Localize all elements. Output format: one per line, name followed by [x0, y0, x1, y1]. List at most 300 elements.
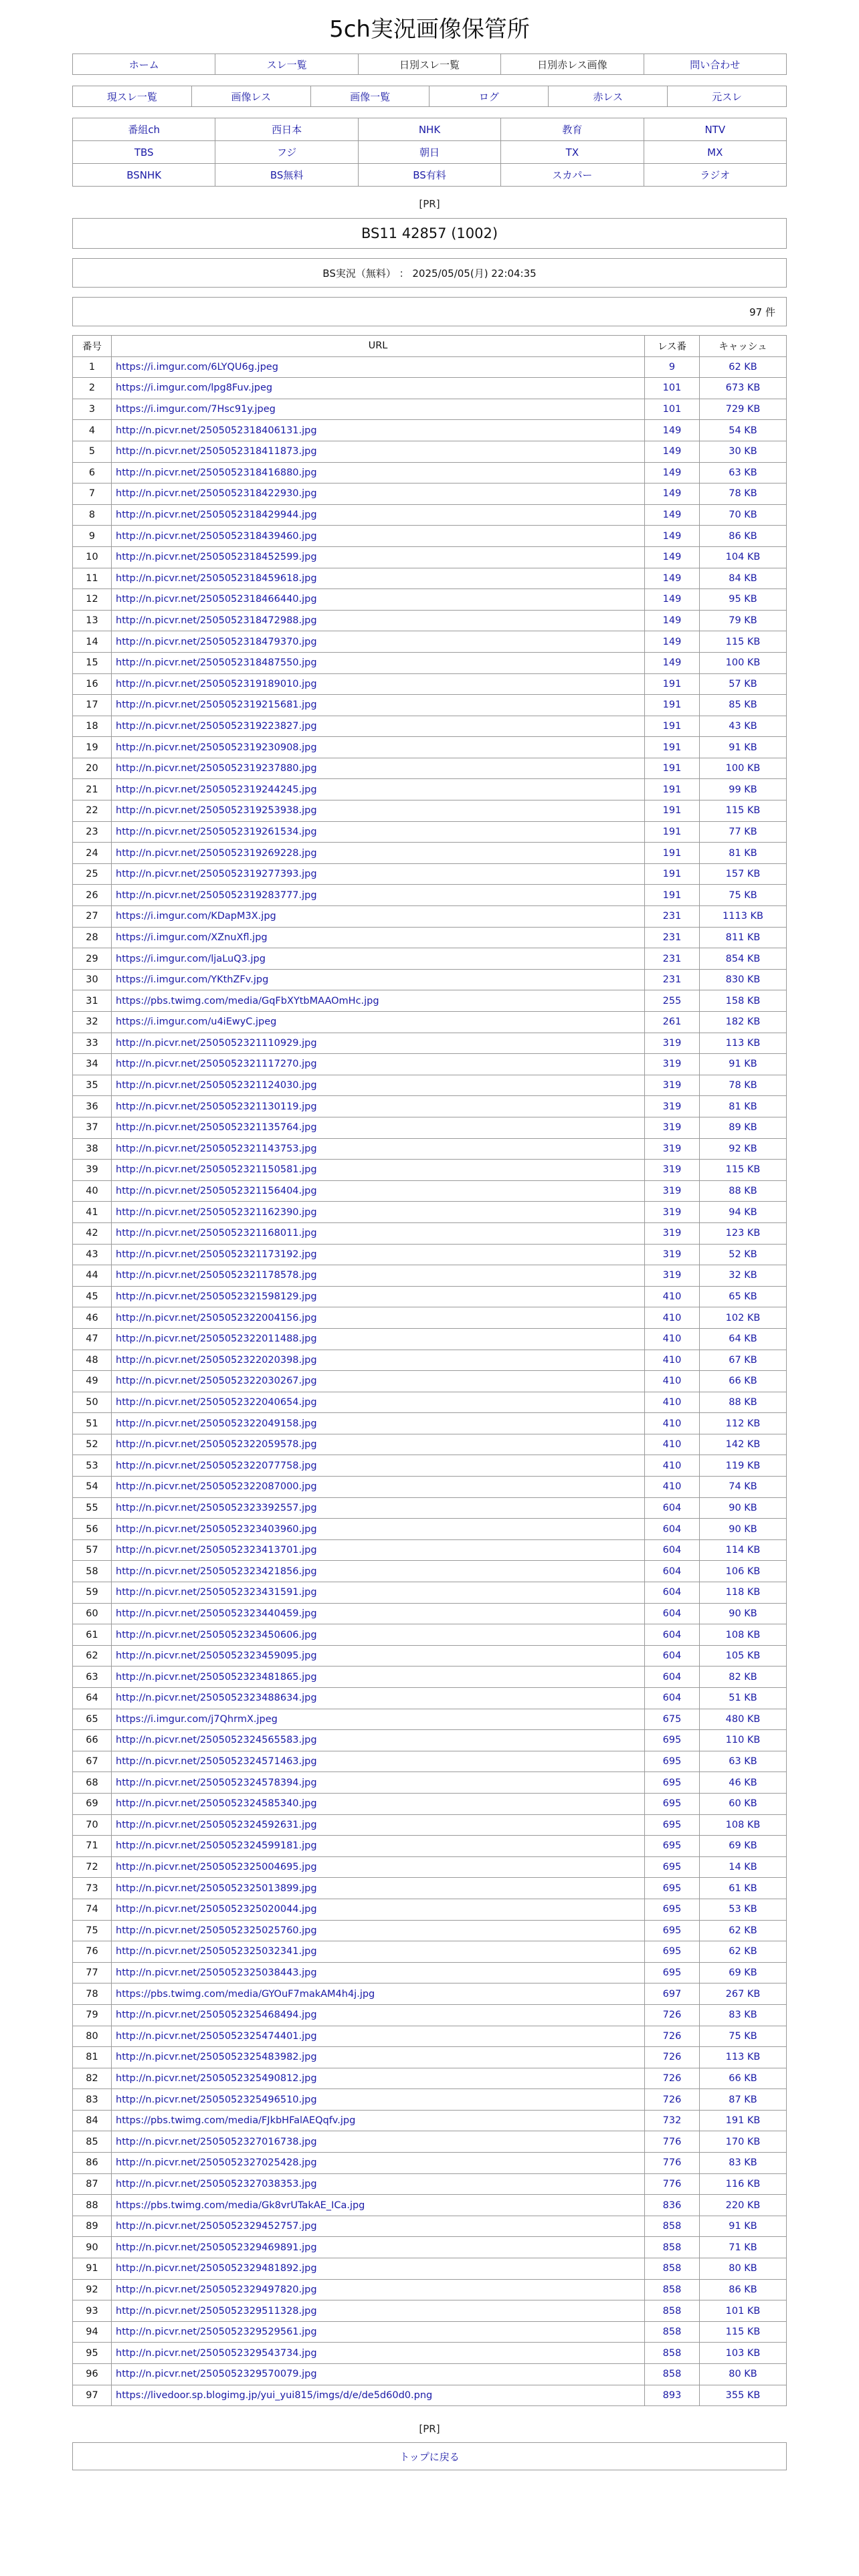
- image-url-link[interactable]: http://n.picvr.net/2505052318472988.jpg: [116, 615, 317, 627]
- image-url-link[interactable]: http://n.picvr.net/2505052318416880.jpg: [116, 467, 317, 478]
- res-number-link[interactable]: 695: [645, 1751, 700, 1772]
- image-url-link[interactable]: http://n.picvr.net/2505052325483982.jpg: [116, 2052, 317, 2063]
- image-url-link[interactable]: http://n.picvr.net/2505052318429944.jpg: [116, 510, 317, 521]
- res-number-link[interactable]: 319: [645, 1222, 700, 1244]
- image-url-link[interactable]: http://n.picvr.net/2505052322087000.jpg: [116, 1481, 317, 1493]
- cache-link[interactable]: 170 KB: [725, 2136, 761, 2147]
- res-number-link[interactable]: 776: [645, 2173, 700, 2195]
- cache-link[interactable]: 43 KB: [729, 720, 757, 732]
- res-number-link[interactable]: 319: [645, 1096, 700, 1117]
- image-url-link[interactable]: http://n.picvr.net/2505052329543734.jpg: [116, 2347, 317, 2359]
- cache-link[interactable]: 90 KB: [729, 1608, 757, 1619]
- image-url-link[interactable]: http://n.picvr.net/2505052329511328.jpg: [116, 2305, 317, 2317]
- image-url-link[interactable]: http://n.picvr.net/2505052327025428.jpg: [116, 2157, 317, 2169]
- cache-link[interactable]: 83 KB: [729, 2157, 757, 2169]
- secondary-nav-item-1[interactable]: 画像レス: [191, 86, 311, 107]
- cache-link[interactable]: 106 KB: [725, 1566, 761, 1577]
- image-url-link[interactable]: https://pbs.twimg.com/media/GqFbXYtbMAAOmHc.jpg: [116, 995, 379, 1006]
- res-number-link[interactable]: 695: [645, 1772, 700, 1794]
- image-url-link[interactable]: http://n.picvr.net/2505052321150581.jpg: [116, 1164, 317, 1176]
- primary-nav-item-0[interactable]: ホーム: [72, 53, 215, 75]
- res-number-link[interactable]: 319: [645, 1138, 700, 1160]
- res-number-link[interactable]: 191: [645, 779, 700, 800]
- res-number-link[interactable]: 695: [645, 1836, 700, 1857]
- res-number-link[interactable]: 319: [645, 1117, 700, 1138]
- res-number-link[interactable]: 319: [645, 1265, 700, 1287]
- image-url-link[interactable]: http://n.picvr.net/2505052323450606.jpg: [116, 1629, 317, 1640]
- cache-link[interactable]: 480 KB: [725, 1713, 761, 1725]
- res-number-link[interactable]: 149: [645, 441, 700, 462]
- cache-link[interactable]: 123 KB: [725, 1228, 761, 1239]
- image-url-link[interactable]: http://n.picvr.net/2505052319277393.jpg: [116, 869, 317, 880]
- image-url-link[interactable]: http://n.picvr.net/2505052318439460.jpg: [116, 530, 317, 542]
- res-number-link[interactable]: 604: [645, 1561, 700, 1582]
- res-number-link[interactable]: 893: [645, 2385, 700, 2406]
- res-number-link[interactable]: 410: [645, 1434, 700, 1455]
- image-url-link[interactable]: http://n.picvr.net/2505052322077758.jpg: [116, 1460, 317, 1471]
- image-url-link[interactable]: http://n.picvr.net/2505052324599181.jpg: [116, 1840, 317, 1852]
- image-url-link[interactable]: http://n.picvr.net/2505052323392557.jpg: [116, 1502, 317, 1513]
- image-url-link[interactable]: http://n.picvr.net/2505052323459095.jpg: [116, 1650, 317, 1662]
- res-number-link[interactable]: 604: [645, 1603, 700, 1624]
- res-number-link[interactable]: 858: [645, 2364, 700, 2385]
- image-url-link[interactable]: https://i.imgur.com/lpg8Fuv.jpeg: [116, 383, 273, 394]
- image-url-link[interactable]: http://n.picvr.net/2505052323413701.jpg: [116, 1545, 317, 1556]
- cache-link[interactable]: 91 KB: [729, 1059, 757, 1070]
- image-url-link[interactable]: http://n.picvr.net/2505052322040654.jpg: [116, 1396, 317, 1408]
- board-nav-item-0[interactable]: 番組ch: [72, 118, 215, 141]
- cache-link[interactable]: 95 KB: [729, 594, 757, 605]
- image-url-link[interactable]: http://n.picvr.net/2505052321130119.jpg: [116, 1101, 317, 1112]
- board-nav-item-12[interactable]: BS有料: [358, 163, 501, 187]
- image-url-link[interactable]: http://n.picvr.net/2505052321117270.jpg: [116, 1059, 317, 1070]
- image-url-link[interactable]: http://n.picvr.net/2505052321156404.jpg: [116, 1186, 317, 1197]
- cache-link[interactable]: 53 KB: [729, 1904, 757, 1915]
- cache-link[interactable]: 86 KB: [729, 2284, 757, 2295]
- image-url-link[interactable]: http://n.picvr.net/2505052325025760.jpg: [116, 1925, 317, 1936]
- res-number-link[interactable]: 695: [645, 1856, 700, 1878]
- cache-link[interactable]: 104 KB: [725, 552, 761, 563]
- image-url-link[interactable]: http://n.picvr.net/2505052319283777.jpg: [116, 889, 317, 901]
- image-url-link[interactable]: https://i.imgur.com/YKthZFv.jpg: [116, 974, 269, 986]
- image-url-link[interactable]: http://n.picvr.net/2505052321110929.jpg: [116, 1037, 317, 1049]
- res-number-link[interactable]: 149: [645, 568, 700, 589]
- res-number-link[interactable]: 191: [645, 737, 700, 758]
- res-number-link[interactable]: 858: [645, 2321, 700, 2343]
- res-number-link[interactable]: 675: [645, 1709, 700, 1730]
- cache-link[interactable]: 60 KB: [729, 1798, 757, 1810]
- image-url-link[interactable]: http://n.picvr.net/2505052329469891.jpg: [116, 2242, 317, 2253]
- cache-link[interactable]: 75 KB: [729, 2030, 757, 2042]
- image-url-link[interactable]: http://n.picvr.net/2505052319189010.jpg: [116, 678, 317, 689]
- res-number-link[interactable]: 410: [645, 1392, 700, 1413]
- res-number-link[interactable]: 858: [645, 2279, 700, 2300]
- res-number-link[interactable]: 410: [645, 1307, 700, 1329]
- res-number-link[interactable]: 726: [645, 2004, 700, 2026]
- res-number-link[interactable]: 695: [645, 1899, 700, 1920]
- image-url-link[interactable]: https://i.imgur.com/7Hsc91y.jpeg: [116, 404, 276, 415]
- cache-link[interactable]: 118 KB: [725, 1587, 761, 1598]
- cache-link[interactable]: 94 KB: [729, 1206, 757, 1218]
- image-url-link[interactable]: http://n.picvr.net/2505052318422930.jpg: [116, 488, 317, 500]
- cache-link[interactable]: 70 KB: [729, 510, 757, 521]
- primary-nav-item-4[interactable]: 問い合わせ: [644, 53, 787, 75]
- res-number-link[interactable]: 191: [645, 800, 700, 822]
- res-number-link[interactable]: 410: [645, 1328, 700, 1350]
- image-url-link[interactable]: http://n.picvr.net/2505052318466440.jpg: [116, 594, 317, 605]
- res-number-link[interactable]: 261: [645, 1012, 700, 1033]
- res-number-link[interactable]: 9: [645, 356, 700, 378]
- cache-link[interactable]: 88 KB: [729, 1186, 757, 1197]
- cache-link[interactable]: 101 KB: [725, 2305, 761, 2317]
- image-url-link[interactable]: https://pbs.twimg.com/media/Gk8vrUTakAE_ICa.jpg: [116, 2199, 365, 2211]
- cache-link[interactable]: 14 KB: [729, 1862, 757, 1873]
- image-url-link[interactable]: http://n.picvr.net/2505052322059578.jpg: [116, 1439, 317, 1451]
- cache-link[interactable]: 64 KB: [729, 1333, 757, 1345]
- image-url-link[interactable]: https://i.imgur.com/XZnuXfl.jpg: [116, 932, 268, 943]
- image-url-link[interactable]: http://n.picvr.net/2505052325496510.jpg: [116, 2094, 317, 2105]
- cache-link[interactable]: 91 KB: [729, 742, 757, 753]
- cache-link[interactable]: 51 KB: [729, 1693, 757, 1704]
- image-url-link[interactable]: http://n.picvr.net/2505052319269228.jpg: [116, 847, 317, 859]
- image-url-link[interactable]: http://n.picvr.net/2505052329570079.jpg: [116, 2369, 317, 2380]
- image-url-link[interactable]: https://i.imgur.com/KDapM3X.jpg: [116, 911, 276, 922]
- image-url-link[interactable]: http://n.picvr.net/2505052324592631.jpg: [116, 1819, 317, 1830]
- res-number-link[interactable]: 191: [645, 821, 700, 843]
- res-number-link[interactable]: 410: [645, 1413, 700, 1434]
- primary-nav-item-3[interactable]: 日別赤レス画像: [500, 53, 644, 75]
- image-url-link[interactable]: http://n.picvr.net/2505052318411873.jpg: [116, 446, 317, 457]
- board-nav-item-1[interactable]: 西日本: [215, 118, 358, 141]
- image-url-link[interactable]: http://n.picvr.net/2505052321173192.jpg: [116, 1249, 317, 1260]
- res-number-link[interactable]: 726: [645, 2026, 700, 2047]
- cache-link[interactable]: 92 KB: [729, 1143, 757, 1154]
- image-url-link[interactable]: http://n.picvr.net/2505052321162390.jpg: [116, 1206, 317, 1218]
- image-url-link[interactable]: http://n.picvr.net/2505052322049158.jpg: [116, 1418, 317, 1429]
- cache-link[interactable]: 220 KB: [725, 2199, 761, 2211]
- res-number-link[interactable]: 231: [645, 948, 700, 970]
- cache-link[interactable]: 90 KB: [729, 1523, 757, 1535]
- res-number-link[interactable]: 836: [645, 2195, 700, 2216]
- res-number-link[interactable]: 604: [645, 1497, 700, 1519]
- cache-link[interactable]: 1113 KB: [723, 911, 763, 922]
- image-url-link[interactable]: http://n.picvr.net/2505052318487550.jpg: [116, 657, 317, 669]
- cache-link[interactable]: 99 KB: [729, 784, 757, 795]
- cache-link[interactable]: 89 KB: [729, 1122, 757, 1134]
- image-url-link[interactable]: https://pbs.twimg.com/media/GYOuF7makAM4h4j.jpg: [116, 1988, 375, 2000]
- res-number-link[interactable]: 726: [645, 2089, 700, 2111]
- res-number-link[interactable]: 319: [645, 1075, 700, 1096]
- cache-link[interactable]: 78 KB: [729, 1080, 757, 1091]
- cache-link[interactable]: 729 KB: [725, 404, 761, 415]
- cache-link[interactable]: 80 KB: [729, 2369, 757, 2380]
- cache-link[interactable]: 142 KB: [725, 1439, 761, 1451]
- board-nav-item-3[interactable]: 教育: [500, 118, 644, 141]
- res-number-link[interactable]: 410: [645, 1477, 700, 1498]
- cache-link[interactable]: 87 KB: [729, 2094, 757, 2105]
- cache-link[interactable]: 63 KB: [729, 467, 757, 478]
- res-number-link[interactable]: 732: [645, 2110, 700, 2131]
- image-url-link[interactable]: http://n.picvr.net/2505052321168011.jpg: [116, 1228, 317, 1239]
- res-number-link[interactable]: 695: [645, 1793, 700, 1814]
- cache-link[interactable]: 83 KB: [729, 2010, 757, 2021]
- cache-link[interactable]: 90 KB: [729, 1502, 757, 1513]
- secondary-nav-item-3[interactable]: ログ: [429, 86, 549, 107]
- image-url-link[interactable]: http://n.picvr.net/2505052322004156.jpg: [116, 1312, 317, 1323]
- image-url-link[interactable]: http://n.picvr.net/2505052323481865.jpg: [116, 1671, 317, 1683]
- cache-link[interactable]: 830 KB: [725, 974, 761, 986]
- res-number-link[interactable]: 858: [645, 2258, 700, 2280]
- res-number-link[interactable]: 319: [645, 1202, 700, 1223]
- res-number-link[interactable]: 858: [645, 2343, 700, 2364]
- res-number-link[interactable]: 191: [645, 716, 700, 737]
- cache-link[interactable]: 74 KB: [729, 1481, 757, 1493]
- res-number-link[interactable]: 319: [645, 1180, 700, 1202]
- cache-link[interactable]: 112 KB: [725, 1418, 761, 1429]
- image-url-link[interactable]: http://n.picvr.net/2505052324578394.jpg: [116, 1777, 317, 1788]
- res-number-link[interactable]: 149: [645, 484, 700, 505]
- cache-link[interactable]: 115 KB: [725, 1164, 761, 1176]
- cache-link[interactable]: 100 KB: [725, 657, 761, 669]
- secondary-nav-item-4[interactable]: 赤レス: [548, 86, 668, 107]
- cache-link[interactable]: 78 KB: [729, 488, 757, 500]
- cache-link[interactable]: 88 KB: [729, 1396, 757, 1408]
- cache-link[interactable]: 71 KB: [729, 2242, 757, 2253]
- back-to-top-link[interactable]: トップに戻る: [72, 2442, 787, 2470]
- image-url-link[interactable]: http://n.picvr.net/2505052321143753.jpg: [116, 1143, 317, 1154]
- cache-link[interactable]: 66 KB: [729, 2072, 757, 2084]
- secondary-nav-item-0[interactable]: 現スレ一覧: [72, 86, 192, 107]
- res-number-link[interactable]: 858: [645, 2216, 700, 2237]
- res-number-link[interactable]: 604: [645, 1645, 700, 1667]
- image-url-link[interactable]: http://n.picvr.net/2505052318459618.jpg: [116, 572, 317, 584]
- res-number-link[interactable]: 858: [645, 2237, 700, 2258]
- image-url-link[interactable]: http://n.picvr.net/2505052319253938.jpg: [116, 805, 317, 817]
- board-nav-item-8[interactable]: TX: [500, 140, 644, 164]
- res-number-link[interactable]: 101: [645, 399, 700, 420]
- image-url-link[interactable]: http://n.picvr.net/2505052329452757.jpg: [116, 2221, 317, 2232]
- res-number-link[interactable]: 604: [645, 1688, 700, 1709]
- res-number-link[interactable]: 191: [645, 758, 700, 779]
- cache-link[interactable]: 105 KB: [725, 1650, 761, 1662]
- cache-link[interactable]: 103 KB: [725, 2347, 761, 2359]
- cache-link[interactable]: 158 KB: [725, 995, 761, 1006]
- cache-link[interactable]: 30 KB: [729, 446, 757, 457]
- image-url-link[interactable]: http://n.picvr.net/2505052323421856.jpg: [116, 1566, 317, 1577]
- cache-link[interactable]: 267 KB: [725, 1988, 761, 2000]
- cache-link[interactable]: 85 KB: [729, 700, 757, 711]
- res-number-link[interactable]: 695: [645, 1814, 700, 1836]
- res-number-link[interactable]: 604: [645, 1624, 700, 1646]
- cache-link[interactable]: 114 KB: [725, 1545, 761, 1556]
- cache-link[interactable]: 62 KB: [729, 361, 757, 372]
- image-url-link[interactable]: http://n.picvr.net/2505052322011488.jpg: [116, 1333, 317, 1345]
- cache-link[interactable]: 102 KB: [725, 1312, 761, 1323]
- cache-link[interactable]: 355 KB: [725, 2389, 761, 2401]
- board-nav-item-7[interactable]: 朝日: [358, 140, 501, 164]
- cache-link[interactable]: 66 KB: [729, 1376, 757, 1387]
- cache-link[interactable]: 110 KB: [725, 1735, 761, 1746]
- res-number-link[interactable]: 604: [645, 1519, 700, 1540]
- image-url-link[interactable]: http://n.picvr.net/2505052318406131.jpg: [116, 425, 317, 436]
- res-number-link[interactable]: 191: [645, 843, 700, 864]
- res-number-link[interactable]: 410: [645, 1350, 700, 1371]
- cache-link[interactable]: 82 KB: [729, 1671, 757, 1683]
- cache-link[interactable]: 32 KB: [729, 1270, 757, 1281]
- board-nav-item-10[interactable]: BSNHK: [72, 163, 215, 187]
- image-url-link[interactable]: http://n.picvr.net/2505052321178578.jpg: [116, 1270, 317, 1281]
- cache-link[interactable]: 63 KB: [729, 1756, 757, 1767]
- image-url-link[interactable]: http://n.picvr.net/2505052329497820.jpg: [116, 2284, 317, 2295]
- cache-link[interactable]: 182 KB: [725, 1016, 761, 1028]
- image-url-link[interactable]: http://n.picvr.net/2505052321124030.jpg: [116, 1080, 317, 1091]
- image-url-link[interactable]: https://livedoor.sp.blogimg.jp/yui_yui815/imgs/d/e/de5d60d0.png: [116, 2389, 433, 2401]
- image-url-link[interactable]: http://n.picvr.net/2505052324571463.jpg: [116, 1756, 317, 1767]
- cache-link[interactable]: 119 KB: [725, 1460, 761, 1471]
- image-url-link[interactable]: http://n.picvr.net/2505052324585340.jpg: [116, 1798, 317, 1810]
- cache-link[interactable]: 108 KB: [725, 1819, 761, 1830]
- res-number-link[interactable]: 231: [645, 969, 700, 990]
- res-number-link[interactable]: 319: [645, 1054, 700, 1075]
- cache-link[interactable]: 69 KB: [729, 1967, 757, 1979]
- image-url-link[interactable]: http://n.picvr.net/2505052325474401.jpg: [116, 2030, 317, 2042]
- image-url-link[interactable]: http://n.picvr.net/2505052323403960.jpg: [116, 1523, 317, 1535]
- res-number-link[interactable]: 149: [645, 462, 700, 484]
- res-number-link[interactable]: 776: [645, 2131, 700, 2153]
- board-nav-item-13[interactable]: スカパー: [500, 163, 644, 187]
- res-number-link[interactable]: 319: [645, 1244, 700, 1265]
- cache-link[interactable]: 57 KB: [729, 678, 757, 689]
- image-url-link[interactable]: http://n.picvr.net/2505052323440459.jpg: [116, 1608, 317, 1619]
- image-url-link[interactable]: http://n.picvr.net/2505052321135764.jpg: [116, 1122, 317, 1134]
- res-number-link[interactable]: 410: [645, 1286, 700, 1307]
- image-url-link[interactable]: http://n.picvr.net/2505052319215681.jpg: [116, 700, 317, 711]
- board-nav-item-14[interactable]: ラジオ: [644, 163, 787, 187]
- cache-link[interactable]: 116 KB: [725, 2178, 761, 2189]
- image-url-link[interactable]: http://n.picvr.net/2505052325468494.jpg: [116, 2010, 317, 2021]
- res-number-link[interactable]: 726: [645, 2047, 700, 2068]
- image-url-link[interactable]: https://i.imgur.com/6LYQU6g.jpeg: [116, 361, 278, 372]
- cache-link[interactable]: 115 KB: [725, 636, 761, 647]
- res-number-link[interactable]: 695: [645, 1920, 700, 1941]
- image-url-link[interactable]: http://n.picvr.net/2505052322030267.jpg: [116, 1376, 317, 1387]
- image-url-link[interactable]: http://n.picvr.net/2505052323488634.jpg: [116, 1693, 317, 1704]
- cache-link[interactable]: 79 KB: [729, 615, 757, 627]
- res-number-link[interactable]: 410: [645, 1455, 700, 1477]
- board-nav-item-9[interactable]: MX: [644, 140, 787, 164]
- secondary-nav-item-2[interactable]: 画像一覧: [310, 86, 430, 107]
- image-url-link[interactable]: http://n.picvr.net/2505052318479370.jpg: [116, 636, 317, 647]
- image-url-link[interactable]: http://n.picvr.net/2505052319237880.jpg: [116, 763, 317, 774]
- cache-link[interactable]: 62 KB: [729, 1925, 757, 1936]
- board-nav-item-6[interactable]: フジ: [215, 140, 358, 164]
- res-number-link[interactable]: 191: [645, 863, 700, 885]
- cache-link[interactable]: 80 KB: [729, 2263, 757, 2274]
- image-url-link[interactable]: http://n.picvr.net/2505052325038443.jpg: [116, 1967, 317, 1979]
- res-number-link[interactable]: 231: [645, 906, 700, 928]
- res-number-link[interactable]: 255: [645, 990, 700, 1012]
- res-number-link[interactable]: 149: [645, 631, 700, 653]
- res-number-link[interactable]: 231: [645, 927, 700, 948]
- image-url-link[interactable]: http://n.picvr.net/2505052322020398.jpg: [116, 1354, 317, 1366]
- image-url-link[interactable]: http://n.picvr.net/2505052323431591.jpg: [116, 1587, 317, 1598]
- cache-link[interactable]: 811 KB: [725, 932, 761, 943]
- image-url-link[interactable]: http://n.picvr.net/2505052325013899.jpg: [116, 1883, 317, 1894]
- image-url-link[interactable]: http://n.picvr.net/2505052319223827.jpg: [116, 720, 317, 732]
- image-url-link[interactable]: http://n.picvr.net/2505052329481892.jpg: [116, 2263, 317, 2274]
- cache-link[interactable]: 54 KB: [729, 425, 757, 436]
- board-nav-item-5[interactable]: TBS: [72, 140, 215, 164]
- res-number-link[interactable]: 697: [645, 1983, 700, 2005]
- cache-link[interactable]: 62 KB: [729, 1946, 757, 1957]
- cache-link[interactable]: 77 KB: [729, 826, 757, 837]
- cache-link[interactable]: 61 KB: [729, 1883, 757, 1894]
- image-url-link[interactable]: http://n.picvr.net/2505052327016738.jpg: [116, 2136, 317, 2147]
- res-number-link[interactable]: 149: [645, 546, 700, 568]
- cache-link[interactable]: 854 KB: [725, 953, 761, 964]
- cache-link[interactable]: 52 KB: [729, 1249, 757, 1260]
- res-number-link[interactable]: 604: [645, 1582, 700, 1604]
- board-nav-item-11[interactable]: BS無料: [215, 163, 358, 187]
- secondary-nav-item-5[interactable]: 元スレ: [667, 86, 787, 107]
- cache-link[interactable]: 673 KB: [725, 383, 761, 394]
- cache-link[interactable]: 113 KB: [725, 1037, 761, 1049]
- image-url-link[interactable]: https://pbs.twimg.com/media/FJkbHFalAEQqfv.jpg: [116, 2115, 356, 2127]
- res-number-link[interactable]: 695: [645, 1730, 700, 1751]
- res-number-link[interactable]: 604: [645, 1667, 700, 1688]
- board-nav-item-4[interactable]: NTV: [644, 118, 787, 141]
- cache-link[interactable]: 157 KB: [725, 869, 761, 880]
- image-url-link[interactable]: http://n.picvr.net/2505052325032341.jpg: [116, 1946, 317, 1957]
- res-number-link[interactable]: 319: [645, 1160, 700, 1181]
- cache-link[interactable]: 91 KB: [729, 2221, 757, 2232]
- res-number-link[interactable]: 858: [645, 2300, 700, 2322]
- image-url-link[interactable]: http://n.picvr.net/2505052319230908.jpg: [116, 742, 317, 753]
- cache-link[interactable]: 115 KB: [725, 805, 761, 817]
- primary-nav-item-2[interactable]: 日別スレ一覧: [358, 53, 501, 75]
- image-url-link[interactable]: http://n.picvr.net/2505052325490812.jpg: [116, 2072, 317, 2084]
- res-number-link[interactable]: 726: [645, 2068, 700, 2089]
- cache-link[interactable]: 191 KB: [725, 2115, 761, 2127]
- cache-link[interactable]: 67 KB: [729, 1354, 757, 1366]
- cache-link[interactable]: 115 KB: [725, 2327, 761, 2338]
- res-number-link[interactable]: 776: [645, 2153, 700, 2174]
- res-number-link[interactable]: 191: [645, 673, 700, 695]
- image-url-link[interactable]: http://n.picvr.net/2505052325020044.jpg: [116, 1904, 317, 1915]
- cache-link[interactable]: 46 KB: [729, 1777, 757, 1788]
- primary-nav-item-1[interactable]: スレ一覧: [215, 53, 358, 75]
- cache-link[interactable]: 84 KB: [729, 572, 757, 584]
- image-url-link[interactable]: http://n.picvr.net/2505052318452599.jpg: [116, 552, 317, 563]
- res-number-link[interactable]: 695: [645, 1941, 700, 1963]
- image-url-link[interactable]: http://n.picvr.net/2505052327038353.jpg: [116, 2178, 317, 2189]
- cache-link[interactable]: 81 KB: [729, 847, 757, 859]
- image-url-link[interactable]: http://n.picvr.net/2505052319261534.jpg: [116, 826, 317, 837]
- res-number-link[interactable]: 695: [645, 1878, 700, 1899]
- cache-link[interactable]: 81 KB: [729, 1101, 757, 1112]
- cache-link[interactable]: 113 KB: [725, 2052, 761, 2063]
- cache-link[interactable]: 69 KB: [729, 1840, 757, 1852]
- res-number-link[interactable]: 101: [645, 378, 700, 399]
- res-number-link[interactable]: 191: [645, 885, 700, 906]
- cache-link[interactable]: 65 KB: [729, 1291, 757, 1303]
- cache-link[interactable]: 100 KB: [725, 763, 761, 774]
- image-url-link[interactable]: https://i.imgur.com/ljaLuQ3.jpg: [116, 953, 266, 964]
- res-number-link[interactable]: 149: [645, 589, 700, 611]
- res-number-link[interactable]: 149: [645, 420, 700, 441]
- res-number-link[interactable]: 695: [645, 1962, 700, 1983]
- cache-link[interactable]: 86 KB: [729, 530, 757, 542]
